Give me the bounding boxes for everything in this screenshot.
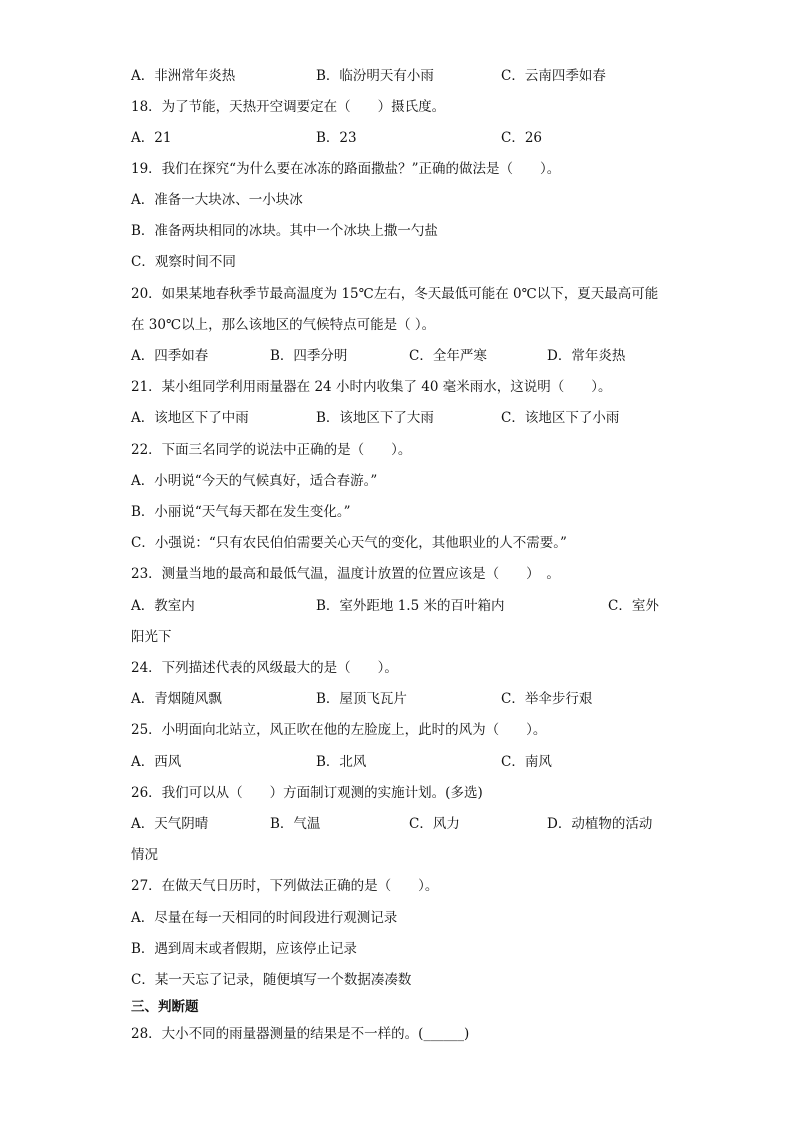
question-24-stem: 24．下列描述代表的风级最大的是（ ）。 <box>131 660 398 676</box>
option-b: B．气温 <box>270 816 321 832</box>
option-a: A．西风 <box>131 754 182 770</box>
question-28-stem: 28．大小不同的雨量器测量的结果是不一样的。(______) <box>131 1026 470 1042</box>
option-a: A．21 <box>131 130 172 146</box>
question-19-option-a: A．准备一大块冰、一小块冰 <box>131 192 303 208</box>
option-c: C．该地区下了小雨 <box>501 410 620 426</box>
option-a: A．教室内 <box>131 598 195 614</box>
question-27-option-a: A．尽量在每一天相同的时间段进行观测记录 <box>131 910 398 926</box>
option-a: A．天气阴晴 <box>131 816 209 832</box>
question-22-option-b: B．小丽说“天气每天都在发生变化。” <box>131 504 351 520</box>
option-c: C．举伞步行艰 <box>501 691 593 707</box>
section-title-judgement: 三、判断题 <box>131 999 199 1015</box>
question-25-stem: 25．小明面向北站立，风正吹在他的左脸庞上，此时的风为（ ）。 <box>131 722 547 738</box>
option-a: A．非洲常年炎热 <box>131 68 236 84</box>
option-c: C．26 <box>501 130 543 146</box>
option-c: C．云南四季如春 <box>501 68 606 84</box>
question-27-option-c: C．某一天忘了记录，随便填写一个数据凑凑数 <box>131 972 412 988</box>
question-23-option-c-wrap: 阳光下 <box>131 629 172 645</box>
option-b: B．临汾明天有小雨 <box>316 68 434 84</box>
option-b: B．屋顶飞瓦片 <box>316 691 407 707</box>
question-22-stem: 22．下面三名同学的说法中正确的是（ ）。 <box>131 442 412 458</box>
option-b: B．23 <box>316 130 357 146</box>
option-c: C．室外 <box>608 598 659 614</box>
option-b: B．该地区下了大雨 <box>316 410 434 426</box>
question-22-option-a: A．小明说“今天的气候真好，适合春游。” <box>131 473 378 489</box>
question-20-stem-line2: 在 30℃以上，那么该地区的气候特点可能是（ ）。 <box>131 317 436 333</box>
option-b: B．北风 <box>316 754 367 770</box>
question-19-option-c: C．观察时间不同 <box>131 254 236 270</box>
option-a: A．四季如春 <box>131 348 209 364</box>
question-27-stem: 27．在做天气日历时，下列做法正确的是（ ）。 <box>131 878 439 894</box>
option-c: C．南风 <box>501 754 552 770</box>
question-19-option-b: B．准备两块相同的冰块。其中一个冰块上撒一勺盐 <box>131 223 438 239</box>
question-22-option-c: C．小强说：“只有农民伯伯需要关心天气的变化，其他职业的人不需要。” <box>131 535 567 551</box>
question-18-stem: 18．为了节能，天热开空调要定在（ ）摄氏度。 <box>131 99 446 115</box>
option-b: B．室外距地 1.5 米的百叶箱内 <box>316 598 505 614</box>
option-a: A．青烟随风飘 <box>131 691 222 707</box>
question-20-stem-line1: 20．如果某地春秋季节最高温度为 15℃左右，冬天最低可能在 0℃以下，夏天最高可能 <box>131 286 659 302</box>
option-d: D．常年炎热 <box>547 348 626 364</box>
question-26-option-d-wrap: 情况 <box>131 847 158 863</box>
option-a: A．该地区下了中雨 <box>131 410 249 426</box>
question-19-stem: 19．我们在探究“为什么要在冰冻的路面撒盐？”正确的做法是（ ）。 <box>131 161 561 177</box>
option-c: C．风力 <box>409 816 460 832</box>
option-c: C．全年严寒 <box>409 348 487 364</box>
question-27-option-b: B．遇到周末或者假期，应该停止记录 <box>131 941 357 957</box>
option-d: D．动植物的活动 <box>547 816 653 832</box>
question-23-stem: 23．测量当地的最高和最低气温，温度计放置的位置应该是（ ） 。 <box>131 566 560 582</box>
question-26-stem: 26．我们可以从（ ）方面制订观测的实施计划。(多选) <box>131 785 483 801</box>
option-b: B．四季分明 <box>270 348 348 364</box>
question-21-stem: 21．某小组同学利用雨量器在 24 小时内收集了 40 毫米雨水，这说明（ ）。 <box>131 379 612 395</box>
